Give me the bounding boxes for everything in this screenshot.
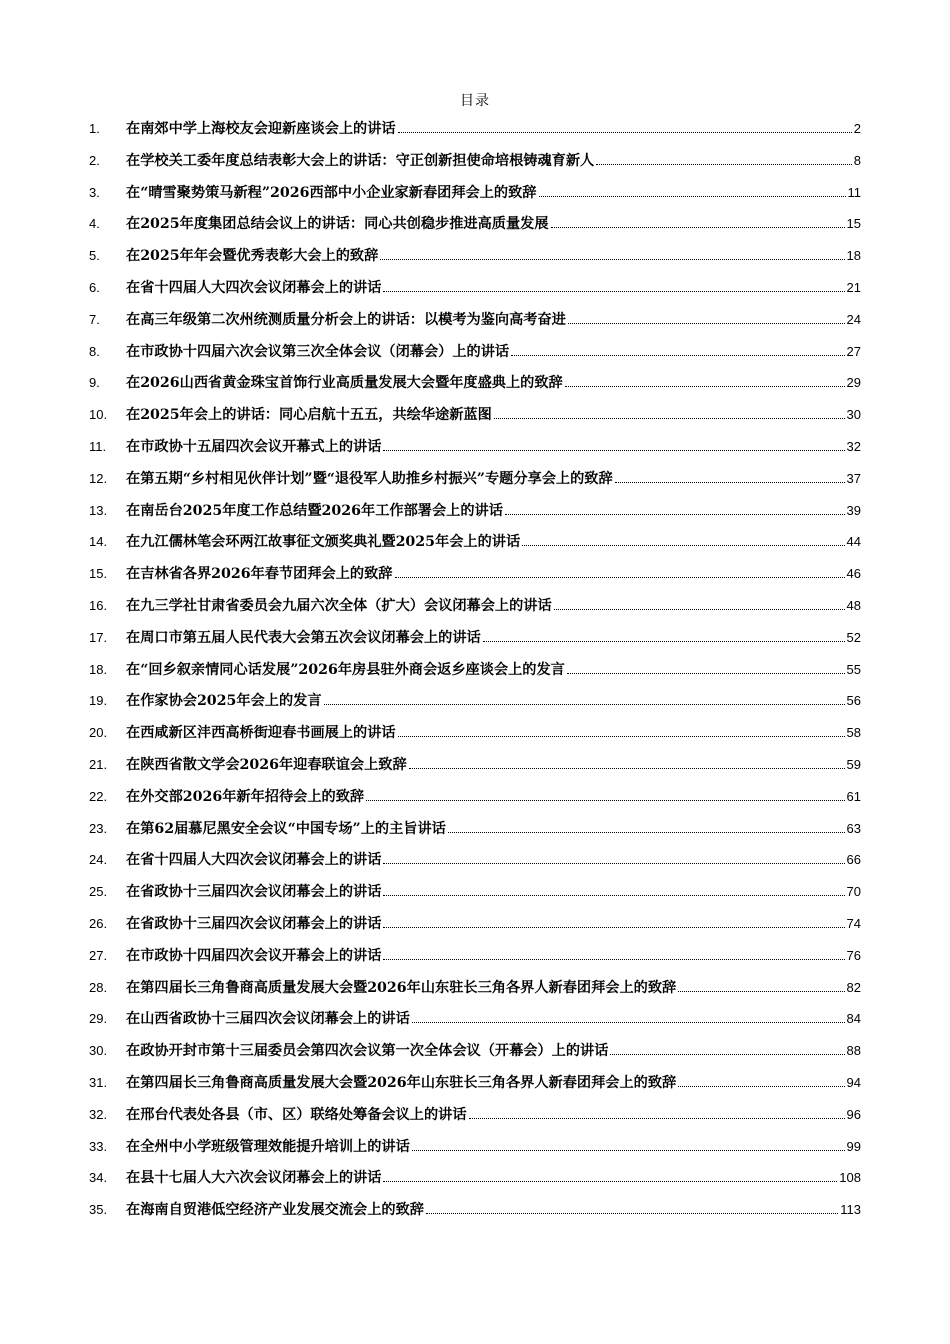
toc-entry[interactable]	[89, 881, 861, 913]
toc-entry-number: 11.	[89, 438, 107, 454]
toc-dot-leader	[539, 196, 846, 197]
toc-entry-number: 24.	[89, 852, 108, 868]
toc-entry-number: 3.	[89, 184, 100, 200]
toc-entry-page-number[interactable]: 96	[846, 1106, 861, 1122]
toc-dot-leader	[366, 800, 844, 801]
toc-entry[interactable]	[89, 818, 861, 850]
toc-entry-page-number[interactable]: 108	[839, 1170, 861, 1186]
toc-dot-leader	[678, 991, 844, 992]
toc-entry-title[interactable]: 在学校关工委年度总结表彰大会上的讲话：守正创新担使命培根铸魂育新人	[126, 152, 595, 169]
toc-entry-title[interactable]: 在邢台代表处各县（市、区）联络处筹备会议上的讲话	[126, 1106, 467, 1123]
toc-entry-number: 16.	[89, 597, 108, 613]
toc-entry[interactable]	[89, 1199, 861, 1231]
toc-dot-leader	[567, 673, 845, 674]
toc-entry-title[interactable]: 在吉林省各界2026年春节团拜会上的致辞	[126, 566, 393, 583]
toc-entry-page-number[interactable]: 48	[846, 597, 861, 613]
toc-entry-number: 21.	[89, 756, 108, 772]
toc-entry-title[interactable]: 在2025年度集团总结会议上的讲话：同心共创稳步推进高质量发展	[126, 216, 549, 233]
toc-dot-leader	[494, 418, 845, 419]
toc-entry[interactable]	[89, 309, 861, 341]
toc-entry-number: 18.	[89, 661, 108, 677]
toc-entry-page-number[interactable]: 94	[846, 1074, 861, 1090]
toc-entry[interactable]	[89, 913, 861, 945]
toc-entry-page-number[interactable]: 29	[846, 375, 861, 391]
toc-entry-title[interactable]: 在海南自贸港低空经济产业发展交流会上的致辞	[126, 1202, 424, 1219]
toc-dot-leader	[383, 895, 844, 896]
toc-entry[interactable]	[89, 754, 861, 786]
toc-entry-number: 34.	[89, 1170, 108, 1186]
toc-entry[interactable]	[89, 659, 861, 691]
toc-entry[interactable]	[89, 1008, 861, 1040]
toc-entry-number: 23.	[89, 820, 108, 836]
toc-entry-number: 2.	[89, 152, 100, 168]
toc-entry-title[interactable]: 在第四届长三角鲁商高质量发展大会暨2026年山东驻长三角各界人新春团拜会上的致辞	[126, 979, 677, 996]
toc-dot-leader	[469, 1118, 845, 1119]
toc-dot-leader	[383, 863, 844, 864]
toc-entry-title[interactable]: 在第62届慕尼黑安全会议“中国专场”上的主旨讲话	[126, 820, 446, 837]
toc-title: 目录	[460, 93, 490, 109]
toc-entry-title[interactable]: 在南岳台2025年度工作总结暨2026年工作部署会上的讲话	[126, 502, 503, 519]
toc-dot-leader	[596, 164, 852, 165]
toc-entry[interactable]	[89, 277, 861, 309]
toc-entry-page-number[interactable]: 21	[846, 279, 861, 295]
toc-entry-title[interactable]: 在市政协十四届四次会议开幕会上的讲话	[126, 947, 382, 964]
toc-dot-leader	[383, 450, 844, 451]
toc-entry-title[interactable]: 在周口市第五届人民代表大会第五次会议闭幕会上的讲话	[126, 629, 481, 646]
toc-entry-number: 32.	[89, 1106, 108, 1122]
toc-entry-number: 9.	[89, 375, 100, 391]
toc-entry[interactable]	[89, 150, 861, 182]
toc-entry-title[interactable]: 在山西省政协十三届四次会议闭幕会上的讲话	[126, 1011, 410, 1028]
toc-entry-title[interactable]: 在政协开封市第十三届委员会第四次会议第一次全体会议（开幕会）上的讲话	[126, 1043, 609, 1060]
toc-entry-page-number[interactable]: 8	[853, 152, 861, 168]
toc-entry[interactable]	[89, 1104, 861, 1136]
toc-entry[interactable]	[89, 722, 861, 754]
toc-entry-page-number[interactable]: 18	[846, 248, 861, 264]
toc-entry-title[interactable]: 在九三学社甘肃省委员会九届六次全体（扩大）会议闭幕会上的讲话	[126, 597, 552, 614]
toc-entry-title[interactable]: 在全州中小学班级管理效能提升培训上的讲话	[126, 1138, 410, 1155]
toc-entry-number: 25.	[89, 884, 108, 900]
toc-entry-page-number[interactable]: 59	[846, 756, 861, 772]
toc-dot-leader	[383, 927, 844, 928]
toc-entry[interactable]	[89, 849, 861, 881]
toc-entry[interactable]	[89, 182, 861, 214]
toc-entry-title[interactable]: 在外交部2026年新年招待会上的致辞	[126, 788, 365, 805]
toc-entry-number: 15.	[89, 566, 108, 582]
toc-entry-page-number[interactable]: 46	[846, 566, 861, 582]
toc-entry-number: 19.	[89, 693, 108, 709]
toc-entry-number: 4.	[89, 216, 100, 232]
toc-entry-title[interactable]: 在市政协十五届四次会议开幕式上的讲话	[126, 438, 382, 455]
toc-entry-number: 13.	[89, 502, 108, 518]
toc-dot-leader	[554, 609, 845, 610]
toc-dot-leader	[383, 959, 844, 960]
toc-dot-leader	[383, 291, 844, 292]
toc-entry-page-number[interactable]: 61	[846, 788, 861, 804]
toc-entry-title[interactable]: 在2025年会上的讲话：同心启航十五五，共绘华途新蓝图	[126, 407, 492, 424]
toc-entry-title[interactable]: 在“晴雪聚势策马新程”2026西部中小企业家新春团拜会上的致辞	[126, 184, 537, 201]
toc-dot-leader	[505, 514, 845, 515]
toc-entry[interactable]	[89, 468, 861, 500]
toc-dot-leader	[395, 577, 845, 578]
toc-entry-page-number[interactable]: 44	[846, 534, 861, 550]
toc-entry-title[interactable]: 在省十四届人大四次会议闭幕会上的讲话	[126, 852, 382, 869]
toc-entry-page-number[interactable]: 55	[846, 661, 861, 677]
toc-entry[interactable]	[89, 1136, 861, 1168]
toc-entry-page-number[interactable]: 27	[846, 343, 861, 359]
toc-entry[interactable]	[89, 118, 861, 150]
toc-entry-title[interactable]: 在省十四届人大四次会议闭幕会上的讲话	[126, 279, 382, 296]
toc-entry-page-number[interactable]: 99	[846, 1138, 861, 1154]
toc-entry[interactable]	[89, 436, 861, 468]
toc-dot-leader	[610, 1054, 844, 1055]
toc-entry-page-number[interactable]: 15	[846, 216, 861, 232]
toc-entry[interactable]	[89, 627, 861, 659]
toc-entry[interactable]	[89, 531, 861, 563]
toc-entry-title[interactable]: 在西咸新区沣西高桥街迎春书画展上的讲话	[126, 725, 396, 742]
toc-entry-page-number[interactable]: 56	[846, 693, 861, 709]
toc-dot-leader	[565, 386, 845, 387]
toc-entry-title[interactable]: 在省政协十三届四次会议闭幕会上的讲话	[126, 915, 382, 932]
toc-dot-leader	[409, 768, 845, 769]
toc-entry-number: 27.	[89, 947, 108, 963]
toc-entry-title[interactable]: 在县十七届人大六次会议闭幕会上的讲话	[126, 1170, 382, 1187]
toc-entry-number: 14.	[89, 534, 108, 550]
toc-entry-page-number[interactable]: 66	[846, 852, 861, 868]
toc-entry[interactable]	[89, 404, 861, 436]
toc-entry[interactable]	[89, 595, 861, 627]
toc-entry-number: 28.	[89, 979, 108, 995]
toc-entry-page-number[interactable]: 58	[846, 725, 861, 741]
toc-entry[interactable]	[89, 977, 861, 1009]
toc-entry-number: 35.	[89, 1202, 108, 1218]
toc-entry-page-number[interactable]: 37	[846, 470, 861, 486]
toc-entry-page-number[interactable]: 30	[846, 407, 861, 423]
toc-entry[interactable]	[89, 1040, 861, 1072]
toc-entry-page-number[interactable]: 2	[853, 121, 861, 136]
toc-dot-leader	[412, 1150, 845, 1151]
toc-entry-page-number[interactable]: 74	[846, 915, 861, 931]
toc-entry[interactable]	[89, 1167, 861, 1199]
toc-entry[interactable]	[89, 213, 861, 245]
toc-entry-number: 10.	[89, 407, 108, 423]
toc-dot-leader	[448, 832, 845, 833]
toc-entry-title[interactable]: 在第五期“乡村相见伙伴计划”暨“退役军人助推乡村振兴”专题分享会上的致辞	[126, 470, 613, 487]
toc-entry-page-number[interactable]: 39	[846, 502, 861, 518]
toc-entry-number: 12.	[89, 470, 108, 486]
toc-entry-number: 22.	[89, 788, 108, 804]
toc-dot-leader	[483, 641, 845, 642]
toc-entry-page-number[interactable]: 52	[846, 629, 861, 645]
toc-dot-leader	[615, 482, 845, 483]
toc-entry-title[interactable]: 在九江儒林笔会环两江故事征文颁奖典礼暨2025年会上的讲话	[126, 534, 521, 551]
toc-entry-number: 30.	[89, 1043, 108, 1059]
toc-entry[interactable]	[89, 563, 861, 595]
toc-entry-number: 33.	[89, 1138, 108, 1154]
toc-entry-page-number[interactable]: 70	[846, 884, 861, 900]
toc-entry-number: 26.	[89, 915, 108, 931]
toc-entry[interactable]	[89, 341, 861, 373]
toc-dot-leader	[678, 1086, 844, 1087]
toc-entry-number: 6.	[89, 279, 100, 295]
toc-entry[interactable]	[89, 690, 861, 722]
toc-entry-title[interactable]: 在市政协十四届六次会议第三次全体会议（闭幕会）上的讲话	[126, 343, 510, 360]
toc-entry-title[interactable]: 在省政协十三届四次会议闭幕会上的讲话	[126, 884, 382, 901]
toc-entry-title[interactable]: 在2025年年会暨优秀表彰大会上的致辞	[126, 248, 379, 265]
toc-dot-leader	[398, 736, 845, 737]
toc-entry-page-number[interactable]: 76	[846, 947, 861, 963]
toc-entry-title[interactable]: 在第四届长三角鲁商高质量发展大会暨2026年山东驻长三角各界人新春团拜会上的致辞	[126, 1074, 677, 1091]
toc-entry-page-number[interactable]: 11	[847, 184, 861, 200]
toc-entry-page-number[interactable]: 84	[846, 1011, 861, 1027]
toc-entry-page-number[interactable]: 113	[840, 1202, 861, 1218]
toc-dot-leader	[568, 323, 845, 324]
toc-entry-title[interactable]: 在2026山西省黄金珠宝首饰行业高质量发展大会暨年度盛典上的致辞	[126, 375, 563, 392]
toc-entry-number: 20.	[89, 725, 108, 741]
toc-entry[interactable]	[89, 245, 861, 277]
toc-entry[interactable]	[89, 786, 861, 818]
toc-entry-page-number[interactable]: 32	[846, 438, 861, 454]
toc-dot-leader	[398, 132, 852, 133]
toc-entry-number: 5.	[89, 248, 100, 264]
toc-entry-title[interactable]: 在作家协会2025年会上的发言	[126, 693, 322, 710]
toc-entry-page-number[interactable]: 24	[846, 311, 861, 327]
toc-entry-number: 31.	[89, 1074, 108, 1090]
toc-dot-leader	[324, 704, 845, 705]
toc-dot-leader	[522, 545, 844, 546]
toc-entry[interactable]	[89, 1072, 861, 1104]
toc-dot-leader	[412, 1022, 845, 1023]
toc-dot-leader	[551, 227, 845, 228]
toc-entry-page-number[interactable]: 88	[846, 1043, 861, 1059]
toc-dot-leader	[511, 355, 844, 356]
toc-entry-title[interactable]: 在南郊中学上海校友会迎新座谈会上的讲话	[126, 121, 396, 137]
toc-entry[interactable]	[89, 945, 861, 977]
toc-dot-leader	[426, 1213, 838, 1214]
toc-entry-number: 1.	[89, 121, 100, 136]
toc-entry-title[interactable]: 在“回乡叙亲情同心话发展”2026年房县驻外商会返乡座谈会上的发言	[126, 661, 565, 678]
toc-entry-title[interactable]: 在高三年级第二次州统测质量分析会上的讲话：以模考为鉴向高考奋进	[126, 311, 566, 328]
toc-entry-page-number[interactable]: 82	[846, 979, 861, 995]
toc-entry[interactable]	[89, 372, 861, 404]
toc-entry-title[interactable]: 在陕西省散文学会2026年迎春联谊会上致辞	[126, 756, 407, 773]
toc-entry-number: 29.	[89, 1011, 108, 1027]
toc-list	[89, 118, 861, 1231]
toc-entry-number: 8.	[89, 343, 100, 359]
toc-entry-number: 17.	[89, 629, 108, 645]
toc-entry[interactable]	[89, 500, 861, 532]
toc-entry-number: 7.	[89, 311, 100, 327]
toc-entry-page-number[interactable]: 63	[846, 820, 861, 836]
toc-dot-leader	[383, 1181, 837, 1182]
toc-dot-leader	[380, 259, 844, 260]
